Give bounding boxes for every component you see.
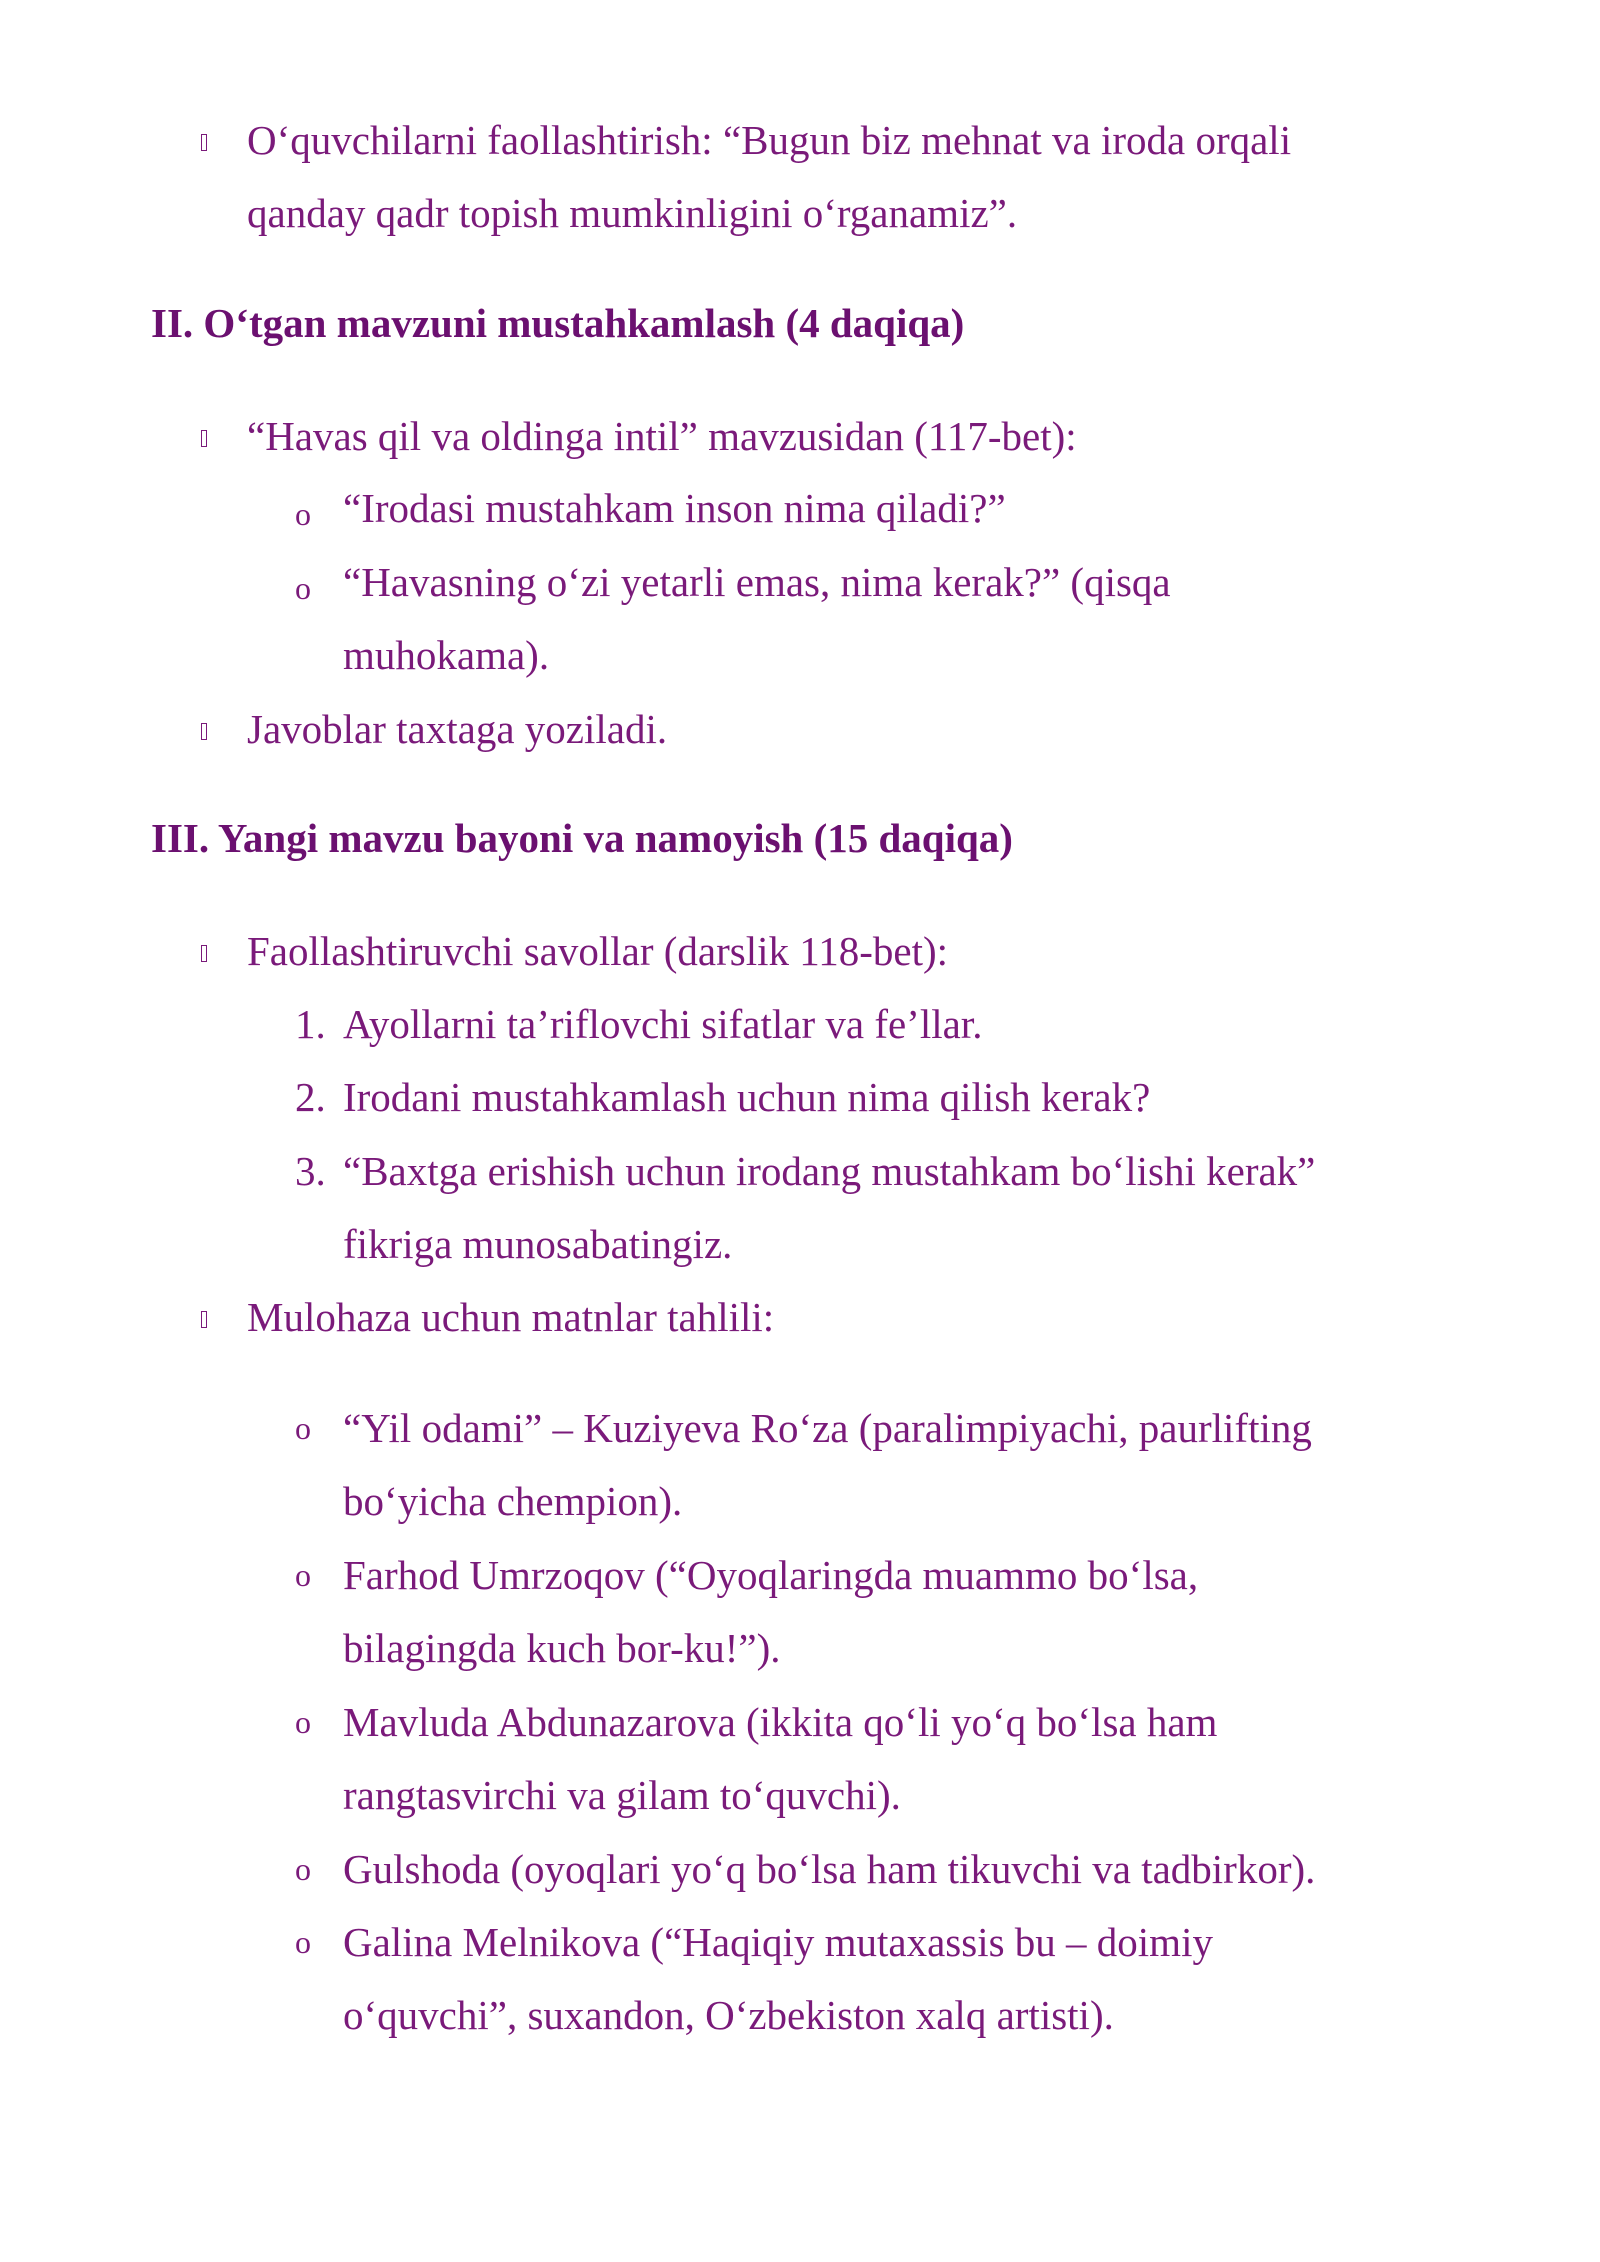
- question-2: Irodani mustahkamlash uchun nima qilish kerak?: [343, 1074, 1151, 1120]
- text-2-line-2: bilagingda kuch bor-ku!”).: [343, 1625, 781, 1671]
- section-2-item-2: Javoblar taxtaga yoziladi.: [247, 706, 668, 752]
- section-2-sub-2-line-1: “Havasning o‘zi yetarli emas, nima kerak?” (qisqa: [343, 559, 1171, 605]
- text-2-line-1: Farhod Umrzoqov (“Oyoqlaringda muammo bo‘lsa,: [343, 1552, 1199, 1598]
- question-2-number: 2.: [295, 1074, 326, 1120]
- square-bullet-icon: [201, 1311, 207, 1328]
- text-1-line-2: bo‘yicha chempion).: [343, 1478, 683, 1524]
- section-3-heading: III. Yangi mavzu bayoni va namoyish (15 daqiqa): [151, 815, 1013, 861]
- square-bullet-icon: [201, 134, 207, 151]
- section-2-sub-1: “Irodasi mustahkam inson nima qiladi?”: [343, 485, 1006, 531]
- section-3-item-1: Faollashtiruvchi savollar (darslik 118-bet):: [247, 928, 949, 974]
- square-bullet-icon: [201, 723, 207, 740]
- text-4-line-1: Gulshoda (oyoqlari yo‘q bo‘lsa ham tikuvchi va tadbirkor).: [343, 1846, 1316, 1892]
- text-1-line-1: “Yil odami” – Kuziyeva Ro‘za (paralimpiyachi, paurlifting: [343, 1405, 1312, 1451]
- text-5-line-1: Galina Melnikova (“Haqiqiy mutaxassis bu – doimiy: [343, 1919, 1213, 1965]
- question-3-line-2: fikriga munosabatingiz.: [343, 1221, 733, 1267]
- question-3-number: 3.: [295, 1148, 326, 1194]
- section-2-heading: II. O‘tgan mavzuni mustahkamlash (4 daqiqa): [151, 300, 965, 346]
- square-bullet-icon: [201, 945, 207, 962]
- intro-line-1: O‘quvchilarni faollashtirish: “Bugun biz mehnat va iroda orqali: [247, 117, 1292, 163]
- section-3-item-2: Mulohaza uchun matnlar tahlili:: [247, 1294, 775, 1340]
- circle-bullet-icon: o: [295, 1851, 311, 1887]
- circle-bullet-icon: o: [295, 1557, 311, 1593]
- square-bullet-icon: [201, 430, 207, 447]
- question-1: Ayollarni ta’riflovchi sifatlar va fe’llar.: [343, 1001, 983, 1047]
- circle-bullet-icon: o: [295, 1704, 311, 1740]
- circle-bullet-icon: o: [295, 1924, 311, 1960]
- circle-bullet-icon: o: [295, 570, 311, 606]
- intro-line-2: qanday qadr topish mumkinligini o‘rganamiz”.: [247, 190, 1018, 236]
- section-2-sub-2-line-2: muhokama).: [343, 632, 550, 678]
- text-5-line-2: o‘quvchi”, suxandon, O‘zbekiston xalq artisti).: [343, 1992, 1114, 2038]
- text-3-line-1: Mavluda Abdunazarova (ikkita qo‘li yo‘q bo‘lsa ham: [343, 1699, 1218, 1745]
- text-3-line-2: rangtasvirchi va gilam to‘quvchi).: [343, 1772, 901, 1818]
- question-3-line-1: “Baxtga erishish uchun irodang mustahkam bo‘lishi kerak”: [343, 1148, 1316, 1194]
- circle-bullet-icon: o: [295, 496, 311, 532]
- section-2-item-1: “Havas qil va oldinga intil” mavzusidan (117-bet):: [247, 413, 1077, 459]
- question-1-number: 1.: [295, 1001, 326, 1047]
- circle-bullet-icon: o: [295, 1410, 311, 1446]
